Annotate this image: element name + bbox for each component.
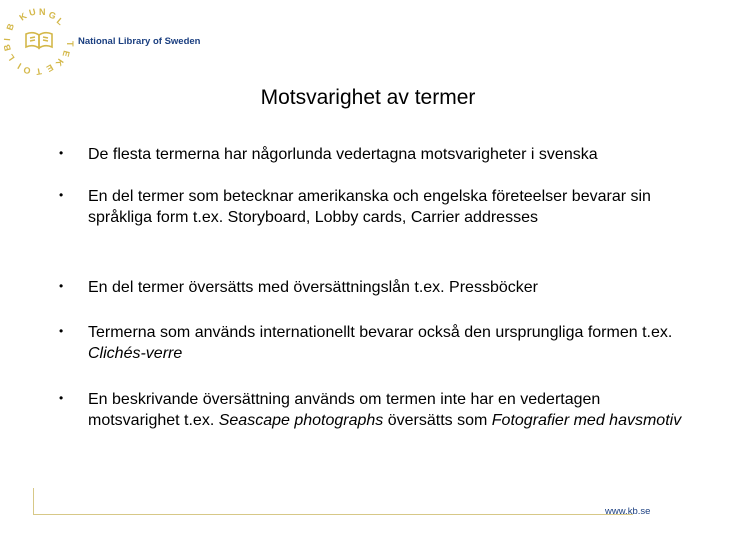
svg-text:T: T: [35, 66, 43, 77]
list-item-text-plain: En beskrivande översättning används om termen inte har en vedertagen motsvarighet t.ex.: [88, 391, 601, 429]
svg-text:K: K: [53, 56, 66, 68]
svg-text:B: B: [4, 22, 17, 32]
svg-text:I: I: [15, 61, 23, 71]
bullet-marker: •: [59, 146, 64, 160]
library-seal-icon: [1, 6, 76, 77]
svg-text:L: L: [54, 15, 66, 28]
footer-rule: [33, 514, 633, 515]
svg-text:G: G: [47, 9, 58, 22]
svg-text:I: I: [2, 37, 13, 42]
list-item-text-plain: översätts som: [383, 412, 492, 429]
list-item-text: En del termer som betecknar amerikanska och engelska företeelser bevarar sin språkliga form t.ex. Storyboard, Lobby cards, Carrier addresses: [88, 188, 651, 226]
list-item-text: [88, 322, 688, 364]
footer-rule-vertical: [33, 488, 34, 515]
svg-text:L: L: [5, 52, 17, 63]
list-item-text: De flesta termerna har någorlunda vedertagna motsvarigheter i svenska: [88, 146, 598, 163]
svg-text:T: T: [65, 41, 75, 47]
svg-text:O: O: [22, 64, 32, 76]
bullet-marker: •: [59, 279, 64, 293]
svg-text:N: N: [39, 7, 46, 17]
list-item-text-italic: Seascape photographs: [218, 412, 384, 429]
bullet-marker: •: [59, 324, 64, 338]
svg-text:B: B: [1, 43, 13, 53]
logo-label: National Library of Sweden: [78, 36, 201, 47]
svg-text:E: E: [60, 49, 72, 58]
bullet-marker: •: [59, 188, 64, 202]
list-item-text-italic: Clichés-verre: [88, 345, 183, 362]
logo: [1, 6, 206, 77]
footer-url: www.kb.se: [605, 506, 651, 517]
list-item-text-plain: Termerna som används internationellt bevarar också den ursprungliga formen t.ex.: [88, 324, 673, 341]
list-item-text: [88, 389, 688, 431]
svg-text:K: K: [17, 10, 29, 23]
slide-title: Motsvarighet av termer: [260, 86, 476, 109]
svg-text:U: U: [27, 6, 37, 18]
list-item-text: En del termer översätts med översättningslån t.ex. Pressböcker: [88, 279, 538, 296]
bullet-marker: •: [59, 391, 64, 405]
list-item-text-italic: Fotografier med havsmotiv: [491, 412, 682, 429]
svg-text:E: E: [44, 62, 55, 74]
